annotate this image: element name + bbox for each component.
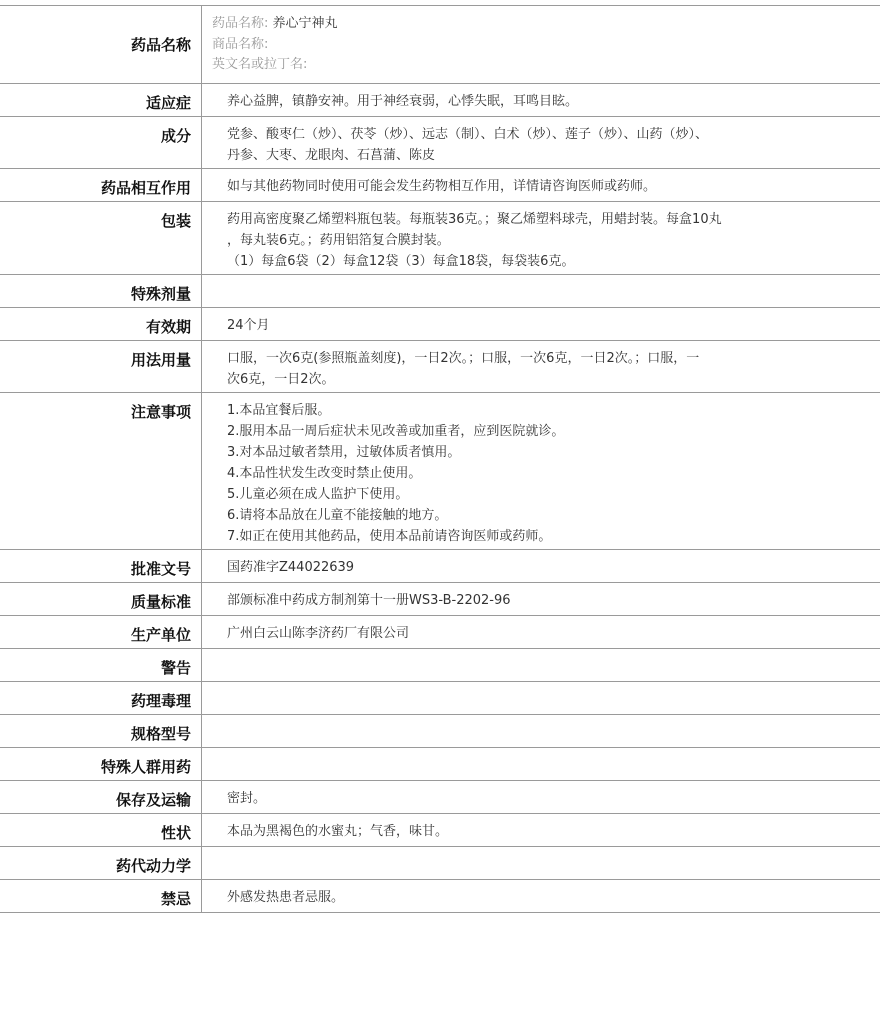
package-line: ，每丸装6克。；药用铝箔复合膜封装。 <box>227 233 450 248</box>
row-appearance <box>0 814 880 847</box>
value-pharmacokinetics <box>202 847 880 880</box>
value-indication: 养心益脾，镇静安神。用于神经衰弱，心悸失眠，耳鸣目眩。 <box>202 84 880 117</box>
row-warning <box>0 649 880 682</box>
ingredients-line: 党参、酸枣仁（炒）、茯苓（炒）、远志（制）、白术（炒）、莲子（炒）、山药（炒）、 <box>227 127 709 142</box>
ingredients-line: 丹参、大枣、龙眼肉、石菖蒲、陈皮 <box>227 148 436 163</box>
precaution-item: 3.对本品过敏者禁用，过敏体质者慎用。 <box>227 445 461 460</box>
value-precautions <box>202 393 880 550</box>
row-approval <box>0 550 880 583</box>
row-validity <box>0 308 880 341</box>
label-special-population: 特殊人群用药 <box>0 748 202 781</box>
english-name-label: 英文名或拉丁名: <box>212 57 308 72</box>
package-line: （1）每盒6袋（2）每盒12袋（3）每盒18袋，每袋装6克。 <box>227 254 575 269</box>
value-interaction: 如与其他药物同时使用可能会发生药物相互作用，详情请咨询医师或药师。 <box>202 169 880 202</box>
label-package: 包装 <box>0 202 202 275</box>
row-drug-names <box>0 6 880 84</box>
label-ingredients: 成分 <box>0 117 202 169</box>
row-storage <box>0 781 880 814</box>
label-specification: 规格型号 <box>0 715 202 748</box>
row-pharmacology <box>0 682 880 715</box>
label-usage: 用法用量 <box>0 341 202 393</box>
row-pharmacokinetics <box>0 847 880 880</box>
label-special-dose: 特殊剂量 <box>0 275 202 308</box>
drug-spec-table <box>0 5 880 913</box>
precaution-item: 7.如正在使用其他药品，使用本品前请咨询医师或药师。 <box>227 529 552 544</box>
label-manufacturer: 生产单位 <box>0 616 202 649</box>
generic-name-label: 药品名称: <box>212 16 269 31</box>
label-pharmacokinetics: 药代动力学 <box>0 847 202 880</box>
row-usage <box>0 341 880 393</box>
label-indication: 适应症 <box>0 84 202 117</box>
trade-name-label: 商品名称: <box>212 36 269 52</box>
package-line: 药用高密度聚乙烯塑料瓶包装。每瓶装36克。；聚乙烯塑料球壳，用蜡封装。每盒10丸 <box>227 212 722 227</box>
precaution-item: 2.服用本品一周后症状未见改善或加重者，应到医院就诊。 <box>227 424 565 439</box>
usage-line: 口服，一次6克(参照瓶盖刻度)，一日2次。；口服，一次6克，一日2次。；口服，一 <box>227 351 700 366</box>
precaution-item: 5.儿童必须在成人监护下使用。 <box>227 487 409 502</box>
value-special-dose <box>202 275 880 308</box>
value-validity: 24个月 <box>202 308 880 341</box>
row-manufacturer <box>0 616 880 649</box>
value-pharmacology <box>202 682 880 715</box>
row-indication <box>0 84 880 117</box>
value-specification <box>202 715 880 748</box>
row-special-population <box>0 748 880 781</box>
precaution-item: 4.本品性状发生改变时禁止使用。 <box>227 466 422 481</box>
row-specification <box>0 715 880 748</box>
value-special-population <box>202 748 880 781</box>
row-standard <box>0 583 880 616</box>
value-standard: 部颁标准中药成方制剂第十一册WS3-B-2202-96 <box>202 583 880 616</box>
precaution-item: 1.本品宜餐后服。 <box>227 403 331 418</box>
label-contraindications: 禁忌 <box>0 880 202 913</box>
value-usage <box>202 341 880 393</box>
label-standard: 质量标准 <box>0 583 202 616</box>
value-drug-names <box>202 6 880 84</box>
row-interaction <box>0 169 880 202</box>
precaution-item: 6.请将本品放在儿童不能接触的地方。 <box>227 508 448 523</box>
label-interaction: 药品相互作用 <box>0 169 202 202</box>
label-drug-names: 药品名称 <box>0 6 202 84</box>
label-pharmacology: 药理毒理 <box>0 682 202 715</box>
value-storage: 密封。 <box>202 781 880 814</box>
label-approval: 批准文号 <box>0 550 202 583</box>
label-precautions: 注意事项 <box>0 393 202 550</box>
row-contraindications <box>0 880 880 913</box>
row-package <box>0 202 880 275</box>
label-warning: 警告 <box>0 649 202 682</box>
row-ingredients <box>0 117 880 169</box>
label-storage: 保存及运输 <box>0 781 202 814</box>
usage-line: 次6克，一日2次。 <box>227 372 335 387</box>
value-ingredients <box>202 117 880 169</box>
value-package <box>202 202 880 275</box>
label-appearance: 性状 <box>0 814 202 847</box>
value-warning <box>202 649 880 682</box>
value-appearance: 本品为黑褐色的水蜜丸；气香，味甘。 <box>202 814 880 847</box>
row-precautions <box>0 393 880 550</box>
value-contraindications: 外感发热患者忌服。 <box>202 880 880 913</box>
value-approval: 国药准字Z44022639 <box>202 550 880 583</box>
generic-name-value: 养心宁神丸 <box>272 16 338 31</box>
label-validity: 有效期 <box>0 308 202 341</box>
row-special-dose <box>0 275 880 308</box>
value-manufacturer: 广州白云山陈李济药厂有限公司 <box>202 616 880 649</box>
